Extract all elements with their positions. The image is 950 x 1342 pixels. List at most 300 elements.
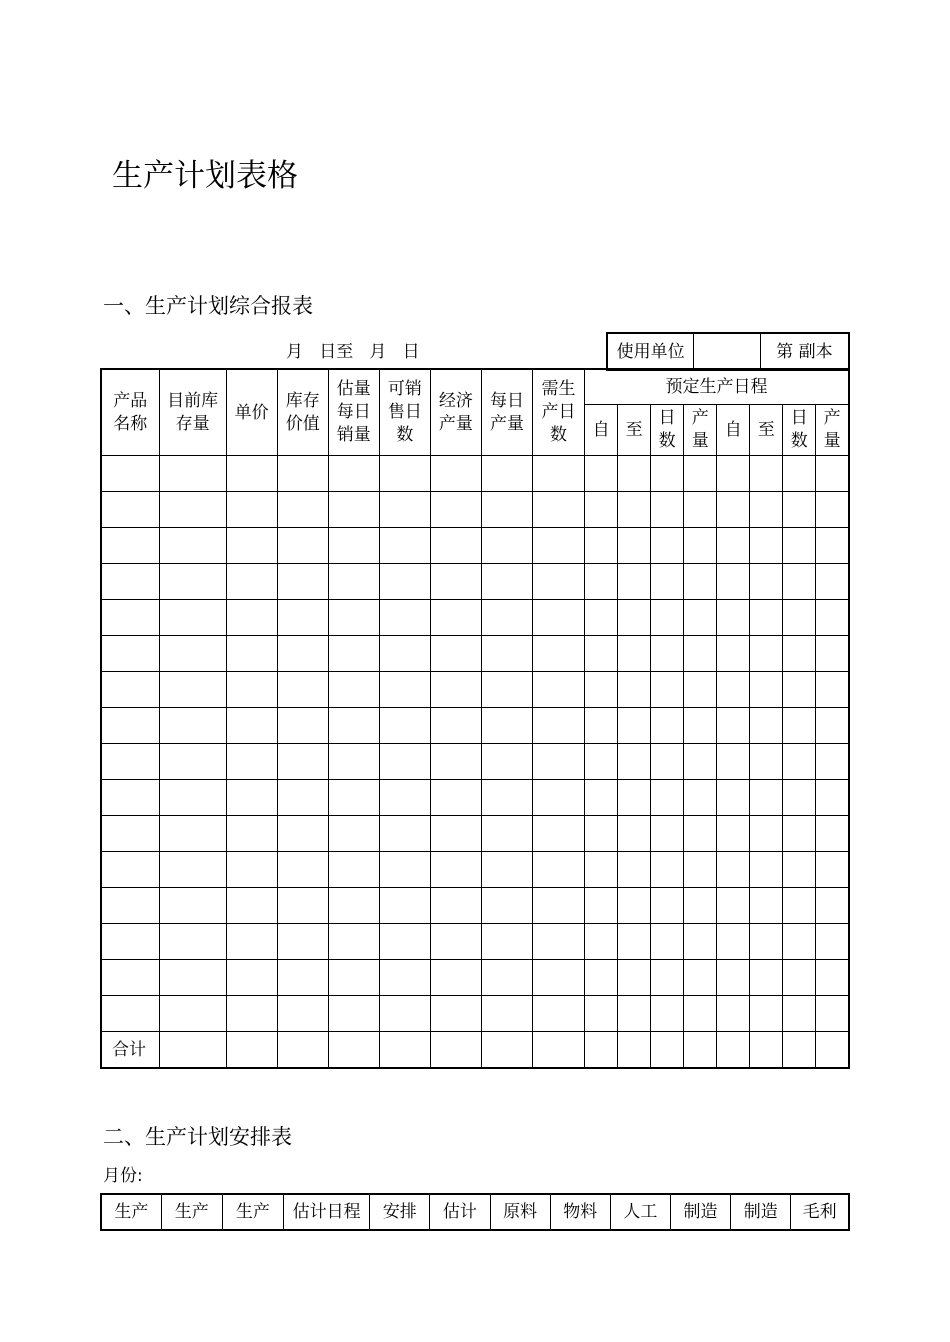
table-cell[interactable] — [277, 888, 328, 924]
table-cell[interactable] — [816, 456, 849, 492]
table-cell[interactable] — [328, 924, 379, 960]
table-cell[interactable] — [717, 528, 750, 564]
table-cell[interactable] — [717, 780, 750, 816]
table-cell[interactable] — [585, 816, 618, 852]
table-cell[interactable] — [717, 816, 750, 852]
table-cell[interactable] — [717, 672, 750, 708]
total-cell[interactable] — [277, 1032, 328, 1069]
table-cell[interactable] — [226, 744, 277, 780]
table-cell[interactable] — [533, 672, 585, 708]
table-cell[interactable] — [533, 888, 585, 924]
table-cell[interactable] — [533, 780, 585, 816]
table-cell[interactable] — [226, 960, 277, 996]
table-cell[interactable] — [783, 960, 816, 996]
table-cell[interactable] — [750, 996, 783, 1032]
table-cell[interactable] — [585, 492, 618, 528]
table-cell[interactable] — [783, 888, 816, 924]
table-cell[interactable] — [277, 708, 328, 744]
table-cell[interactable] — [750, 672, 783, 708]
total-cell[interactable] — [379, 1032, 430, 1069]
table-cell[interactable] — [684, 456, 717, 492]
table-cell[interactable] — [430, 744, 481, 780]
table-cell[interactable] — [481, 924, 532, 960]
table-cell[interactable] — [481, 960, 532, 996]
date-range: 月 日至 月 日 — [286, 342, 420, 362]
table-cell[interactable] — [585, 528, 618, 564]
table-cell[interactable] — [277, 564, 328, 600]
table-cell[interactable] — [533, 708, 585, 744]
table-cell[interactable] — [226, 816, 277, 852]
table-cell[interactable] — [481, 456, 532, 492]
table-cell[interactable] — [379, 888, 430, 924]
table-cell[interactable] — [159, 960, 226, 996]
table-cell[interactable] — [816, 960, 849, 996]
table-cell[interactable] — [533, 924, 585, 960]
table-cell[interactable] — [783, 852, 816, 888]
table-cell[interactable] — [717, 456, 750, 492]
table-cell[interactable] — [585, 708, 618, 744]
table-cell[interactable] — [651, 636, 684, 672]
table-cell[interactable] — [328, 636, 379, 672]
table-cell[interactable] — [101, 456, 159, 492]
total-cell[interactable] — [618, 1032, 651, 1069]
table-cell[interactable] — [618, 924, 651, 960]
table-cell[interactable] — [585, 960, 618, 996]
table-cell[interactable] — [783, 492, 816, 528]
table-cell[interactable] — [533, 744, 585, 780]
table-cell[interactable] — [585, 672, 618, 708]
table-cell[interactable] — [533, 564, 585, 600]
table-cell[interactable] — [481, 672, 532, 708]
table-cell[interactable] — [684, 564, 717, 600]
table-cell[interactable] — [783, 816, 816, 852]
table-cell[interactable] — [159, 852, 226, 888]
table-cell[interactable] — [328, 780, 379, 816]
table-cell[interactable] — [783, 744, 816, 780]
header-est-daily-sales: 估量每日销量 — [328, 369, 379, 456]
table-cell[interactable] — [816, 852, 849, 888]
table-cell[interactable] — [651, 600, 684, 636]
table-cell[interactable] — [379, 996, 430, 1032]
table-cell[interactable] — [816, 600, 849, 636]
table-cell[interactable] — [430, 564, 481, 600]
table-cell[interactable] — [750, 492, 783, 528]
total-cell[interactable] — [328, 1032, 379, 1069]
table-cell[interactable] — [159, 528, 226, 564]
table-cell[interactable] — [481, 528, 532, 564]
table-cell[interactable] — [585, 924, 618, 960]
table-cell[interactable] — [651, 996, 684, 1032]
table-cell[interactable] — [430, 600, 481, 636]
table-cell[interactable] — [816, 528, 849, 564]
table-cell[interactable] — [277, 528, 328, 564]
table-cell[interactable] — [379, 708, 430, 744]
table-cell[interactable] — [618, 564, 651, 600]
table-cell[interactable] — [585, 852, 618, 888]
table-cell[interactable] — [783, 456, 816, 492]
table-cell[interactable] — [533, 528, 585, 564]
table-cell[interactable] — [101, 960, 159, 996]
table-cell[interactable] — [226, 780, 277, 816]
table-cell[interactable] — [481, 708, 532, 744]
table-cell[interactable] — [328, 888, 379, 924]
table-cell[interactable] — [585, 456, 618, 492]
table-cell[interactable] — [816, 780, 849, 816]
table-cell[interactable] — [159, 672, 226, 708]
table-cell[interactable] — [379, 780, 430, 816]
table-cell[interactable] — [379, 744, 430, 780]
total-cell[interactable] — [717, 1032, 750, 1069]
table-cell[interactable] — [159, 816, 226, 852]
table-cell[interactable] — [816, 888, 849, 924]
table-cell[interactable] — [328, 492, 379, 528]
table-cell[interactable] — [533, 600, 585, 636]
table-cell[interactable] — [585, 888, 618, 924]
table-cell[interactable] — [101, 744, 159, 780]
table-cell[interactable] — [618, 744, 651, 780]
table-cell[interactable] — [816, 564, 849, 600]
table-cell[interactable] — [651, 708, 684, 744]
table-cell[interactable] — [226, 708, 277, 744]
table-cell[interactable] — [533, 816, 585, 852]
table-cell[interactable] — [816, 636, 849, 672]
table-cell[interactable] — [379, 564, 430, 600]
table-cell[interactable] — [651, 780, 684, 816]
table-cell[interactable] — [430, 780, 481, 816]
table-cell[interactable] — [101, 564, 159, 600]
table-cell[interactable] — [101, 636, 159, 672]
table-cell[interactable] — [750, 960, 783, 996]
table-cell[interactable] — [159, 636, 226, 672]
table-cell[interactable] — [651, 816, 684, 852]
table-cell[interactable] — [159, 456, 226, 492]
table-cell[interactable] — [159, 996, 226, 1032]
total-cell[interactable] — [481, 1032, 532, 1069]
table-cell[interactable] — [783, 996, 816, 1032]
table-cell[interactable] — [226, 672, 277, 708]
table-cell[interactable] — [430, 924, 481, 960]
table-cell[interactable] — [684, 780, 717, 816]
table-cell[interactable] — [379, 960, 430, 996]
table-cell[interactable] — [277, 744, 328, 780]
table-cell[interactable] — [618, 600, 651, 636]
table-cell[interactable] — [618, 672, 651, 708]
table-cell[interactable] — [585, 600, 618, 636]
table-cell[interactable] — [618, 996, 651, 1032]
table-cell[interactable] — [618, 492, 651, 528]
table-cell[interactable] — [651, 744, 684, 780]
table-cell[interactable] — [618, 888, 651, 924]
table-cell[interactable] — [750, 888, 783, 924]
table-cell[interactable] — [533, 996, 585, 1032]
table-cell[interactable] — [379, 600, 430, 636]
table-cell[interactable] — [618, 960, 651, 996]
table-cell[interactable] — [379, 636, 430, 672]
table-cell[interactable] — [585, 564, 618, 600]
table-cell[interactable] — [379, 456, 430, 492]
table-cell[interactable] — [430, 888, 481, 924]
table-cell[interactable] — [750, 708, 783, 744]
table-cell[interactable] — [430, 816, 481, 852]
table-cell[interactable] — [684, 672, 717, 708]
table-cell[interactable] — [533, 456, 585, 492]
table-cell[interactable] — [717, 960, 750, 996]
table-cell[interactable] — [328, 996, 379, 1032]
table-cell[interactable] — [783, 672, 816, 708]
table-cell[interactable] — [533, 960, 585, 996]
table-cell[interactable] — [651, 852, 684, 888]
table-cell[interactable] — [101, 600, 159, 636]
table-cell[interactable] — [533, 852, 585, 888]
table-cell[interactable] — [328, 456, 379, 492]
table-cell[interactable] — [684, 924, 717, 960]
table-cell[interactable] — [101, 816, 159, 852]
table-cell[interactable] — [717, 564, 750, 600]
header-sched-qty-1: 产量 — [684, 405, 717, 456]
table-cell[interactable] — [651, 456, 684, 492]
table-cell[interactable] — [379, 852, 430, 888]
table-cell[interactable] — [816, 708, 849, 744]
table-cell[interactable] — [159, 600, 226, 636]
table-cell[interactable] — [481, 744, 532, 780]
table-cell[interactable] — [618, 780, 651, 816]
table-cell[interactable] — [379, 528, 430, 564]
table-cell[interactable] — [328, 816, 379, 852]
table-cell[interactable] — [684, 888, 717, 924]
table-cell[interactable] — [277, 960, 328, 996]
table-cell[interactable] — [750, 528, 783, 564]
table-cell[interactable] — [159, 564, 226, 600]
table-cell[interactable] — [816, 744, 849, 780]
table-cell[interactable] — [684, 744, 717, 780]
table-cell[interactable] — [684, 852, 717, 888]
table-cell[interactable] — [101, 852, 159, 888]
table-cell[interactable] — [651, 960, 684, 996]
table-cell[interactable] — [328, 708, 379, 744]
total-cell[interactable] — [750, 1032, 783, 1069]
total-cell[interactable] — [684, 1032, 717, 1069]
table-cell[interactable] — [585, 744, 618, 780]
total-cell[interactable] — [226, 1032, 277, 1069]
arrangement-header-cell: 估计日程 — [283, 1194, 369, 1230]
table-cell[interactable] — [430, 636, 481, 672]
table-cell[interactable] — [481, 600, 532, 636]
table-cell[interactable] — [277, 672, 328, 708]
table-cell[interactable] — [277, 636, 328, 672]
table-cell[interactable] — [750, 780, 783, 816]
section2-heading: 二、生产计划安排表 — [103, 1125, 292, 1149]
table-cell[interactable] — [618, 456, 651, 492]
table-cell[interactable] — [226, 924, 277, 960]
table-cell[interactable] — [783, 528, 816, 564]
table-cell[interactable] — [328, 528, 379, 564]
table-cell[interactable] — [481, 780, 532, 816]
total-cell[interactable] — [430, 1032, 481, 1069]
table-cell[interactable] — [226, 888, 277, 924]
table-cell[interactable] — [226, 852, 277, 888]
table-cell[interactable] — [750, 744, 783, 780]
table-cell[interactable] — [159, 708, 226, 744]
table-cell[interactable] — [481, 816, 532, 852]
table-cell[interactable] — [159, 780, 226, 816]
table-cell[interactable] — [101, 888, 159, 924]
table-cell[interactable] — [159, 492, 226, 528]
table-cell[interactable] — [783, 708, 816, 744]
table-cell[interactable] — [816, 816, 849, 852]
table-cell[interactable] — [226, 564, 277, 600]
table-cell[interactable] — [226, 636, 277, 672]
table-cell[interactable] — [101, 996, 159, 1032]
table-cell[interactable] — [684, 708, 717, 744]
table-cell[interactable] — [277, 780, 328, 816]
table-cell[interactable] — [101, 672, 159, 708]
table-cell[interactable] — [430, 960, 481, 996]
table-cell[interactable] — [481, 492, 532, 528]
table-cell[interactable] — [783, 600, 816, 636]
table-cell[interactable] — [816, 996, 849, 1032]
table-cell[interactable] — [101, 492, 159, 528]
header-sched-from-2: 自 — [717, 405, 750, 456]
table-cell[interactable] — [684, 528, 717, 564]
table-cell[interactable] — [101, 780, 159, 816]
table-cell[interactable] — [481, 996, 532, 1032]
table-cell[interactable] — [328, 744, 379, 780]
table-cell[interactable] — [750, 600, 783, 636]
table-cell[interactable] — [618, 528, 651, 564]
table-cell[interactable] — [430, 456, 481, 492]
table-cell[interactable] — [533, 636, 585, 672]
table-cell[interactable] — [328, 960, 379, 996]
table-cell[interactable] — [481, 888, 532, 924]
table-cell[interactable] — [750, 456, 783, 492]
table-cell[interactable] — [816, 492, 849, 528]
table-cell[interactable] — [651, 492, 684, 528]
table-cell[interactable] — [717, 600, 750, 636]
table-cell[interactable] — [277, 816, 328, 852]
table-cell[interactable] — [783, 564, 816, 600]
table-cell[interactable] — [430, 996, 481, 1032]
table-cell[interactable] — [379, 492, 430, 528]
table-cell[interactable] — [684, 960, 717, 996]
table-cell[interactable] — [379, 672, 430, 708]
table-cell[interactable] — [430, 528, 481, 564]
table-cell[interactable] — [101, 528, 159, 564]
table-cell[interactable] — [750, 816, 783, 852]
table-cell[interactable] — [717, 708, 750, 744]
table-cell[interactable] — [379, 816, 430, 852]
table-cell[interactable] — [651, 924, 684, 960]
table-cell[interactable] — [328, 600, 379, 636]
table-cell[interactable] — [618, 708, 651, 744]
table-cell[interactable] — [533, 492, 585, 528]
table-cell[interactable] — [717, 744, 750, 780]
table-cell[interactable] — [651, 564, 684, 600]
table-cell[interactable] — [717, 852, 750, 888]
total-cell[interactable] — [159, 1032, 226, 1069]
table-cell[interactable] — [717, 492, 750, 528]
table-cell[interactable] — [277, 600, 328, 636]
table-cell[interactable] — [277, 456, 328, 492]
unit-info-table — [606, 332, 850, 371]
table-cell[interactable] — [101, 708, 159, 744]
table-cell[interactable] — [783, 924, 816, 960]
table-cell[interactable] — [783, 780, 816, 816]
table-cell[interactable] — [750, 852, 783, 888]
unit-value-cell[interactable] — [694, 333, 761, 370]
table-cell[interactable] — [430, 492, 481, 528]
table-cell[interactable] — [481, 564, 532, 600]
table-cell[interactable] — [226, 996, 277, 1032]
table-cell[interactable] — [159, 888, 226, 924]
table-cell[interactable] — [585, 780, 618, 816]
table-row — [101, 672, 849, 708]
table-cell[interactable] — [750, 636, 783, 672]
total-cell[interactable] — [533, 1032, 585, 1069]
table-cell[interactable] — [618, 636, 651, 672]
table-cell[interactable] — [717, 636, 750, 672]
table-cell[interactable] — [750, 924, 783, 960]
table-cell[interactable] — [783, 636, 816, 672]
table-cell[interactable] — [816, 672, 849, 708]
table-cell[interactable] — [684, 492, 717, 528]
table-cell[interactable] — [328, 852, 379, 888]
table-cell[interactable] — [277, 996, 328, 1032]
table-cell[interactable] — [585, 996, 618, 1032]
table-cell[interactable] — [277, 924, 328, 960]
table-cell[interactable] — [651, 528, 684, 564]
total-cell[interactable] — [585, 1032, 618, 1069]
table-cell[interactable] — [684, 636, 717, 672]
table-cell[interactable] — [277, 852, 328, 888]
table-cell[interactable] — [226, 456, 277, 492]
table-cell[interactable] — [717, 924, 750, 960]
table-cell[interactable] — [430, 672, 481, 708]
table-cell[interactable] — [430, 852, 481, 888]
table-cell[interactable] — [159, 924, 226, 960]
table-cell[interactable] — [226, 600, 277, 636]
table-row — [101, 780, 849, 816]
total-cell[interactable] — [783, 1032, 816, 1069]
total-label: 合计 — [101, 1032, 159, 1069]
table-cell[interactable] — [618, 852, 651, 888]
table-cell[interactable] — [159, 744, 226, 780]
table-cell[interactable] — [226, 492, 277, 528]
table-cell[interactable] — [717, 996, 750, 1032]
header-daily-output: 每日产量 — [481, 369, 532, 456]
table-cell[interactable] — [481, 852, 532, 888]
table-cell[interactable] — [750, 564, 783, 600]
total-cell[interactable] — [651, 1032, 684, 1069]
table-cell[interactable] — [618, 816, 651, 852]
table-cell[interactable] — [328, 672, 379, 708]
table-cell[interactable] — [684, 996, 717, 1032]
table-cell[interactable] — [226, 528, 277, 564]
table-cell[interactable] — [328, 564, 379, 600]
table-cell[interactable] — [684, 600, 717, 636]
table-cell[interactable] — [101, 924, 159, 960]
table-cell[interactable] — [717, 888, 750, 924]
table-cell[interactable] — [585, 636, 618, 672]
total-cell[interactable] — [816, 1032, 849, 1069]
table-cell[interactable] — [430, 708, 481, 744]
table-cell[interactable] — [481, 636, 532, 672]
table-cell[interactable] — [277, 492, 328, 528]
table-cell[interactable] — [651, 672, 684, 708]
table-cell[interactable] — [651, 888, 684, 924]
table-cell[interactable] — [816, 924, 849, 960]
table-cell[interactable] — [684, 816, 717, 852]
table-cell[interactable] — [379, 924, 430, 960]
